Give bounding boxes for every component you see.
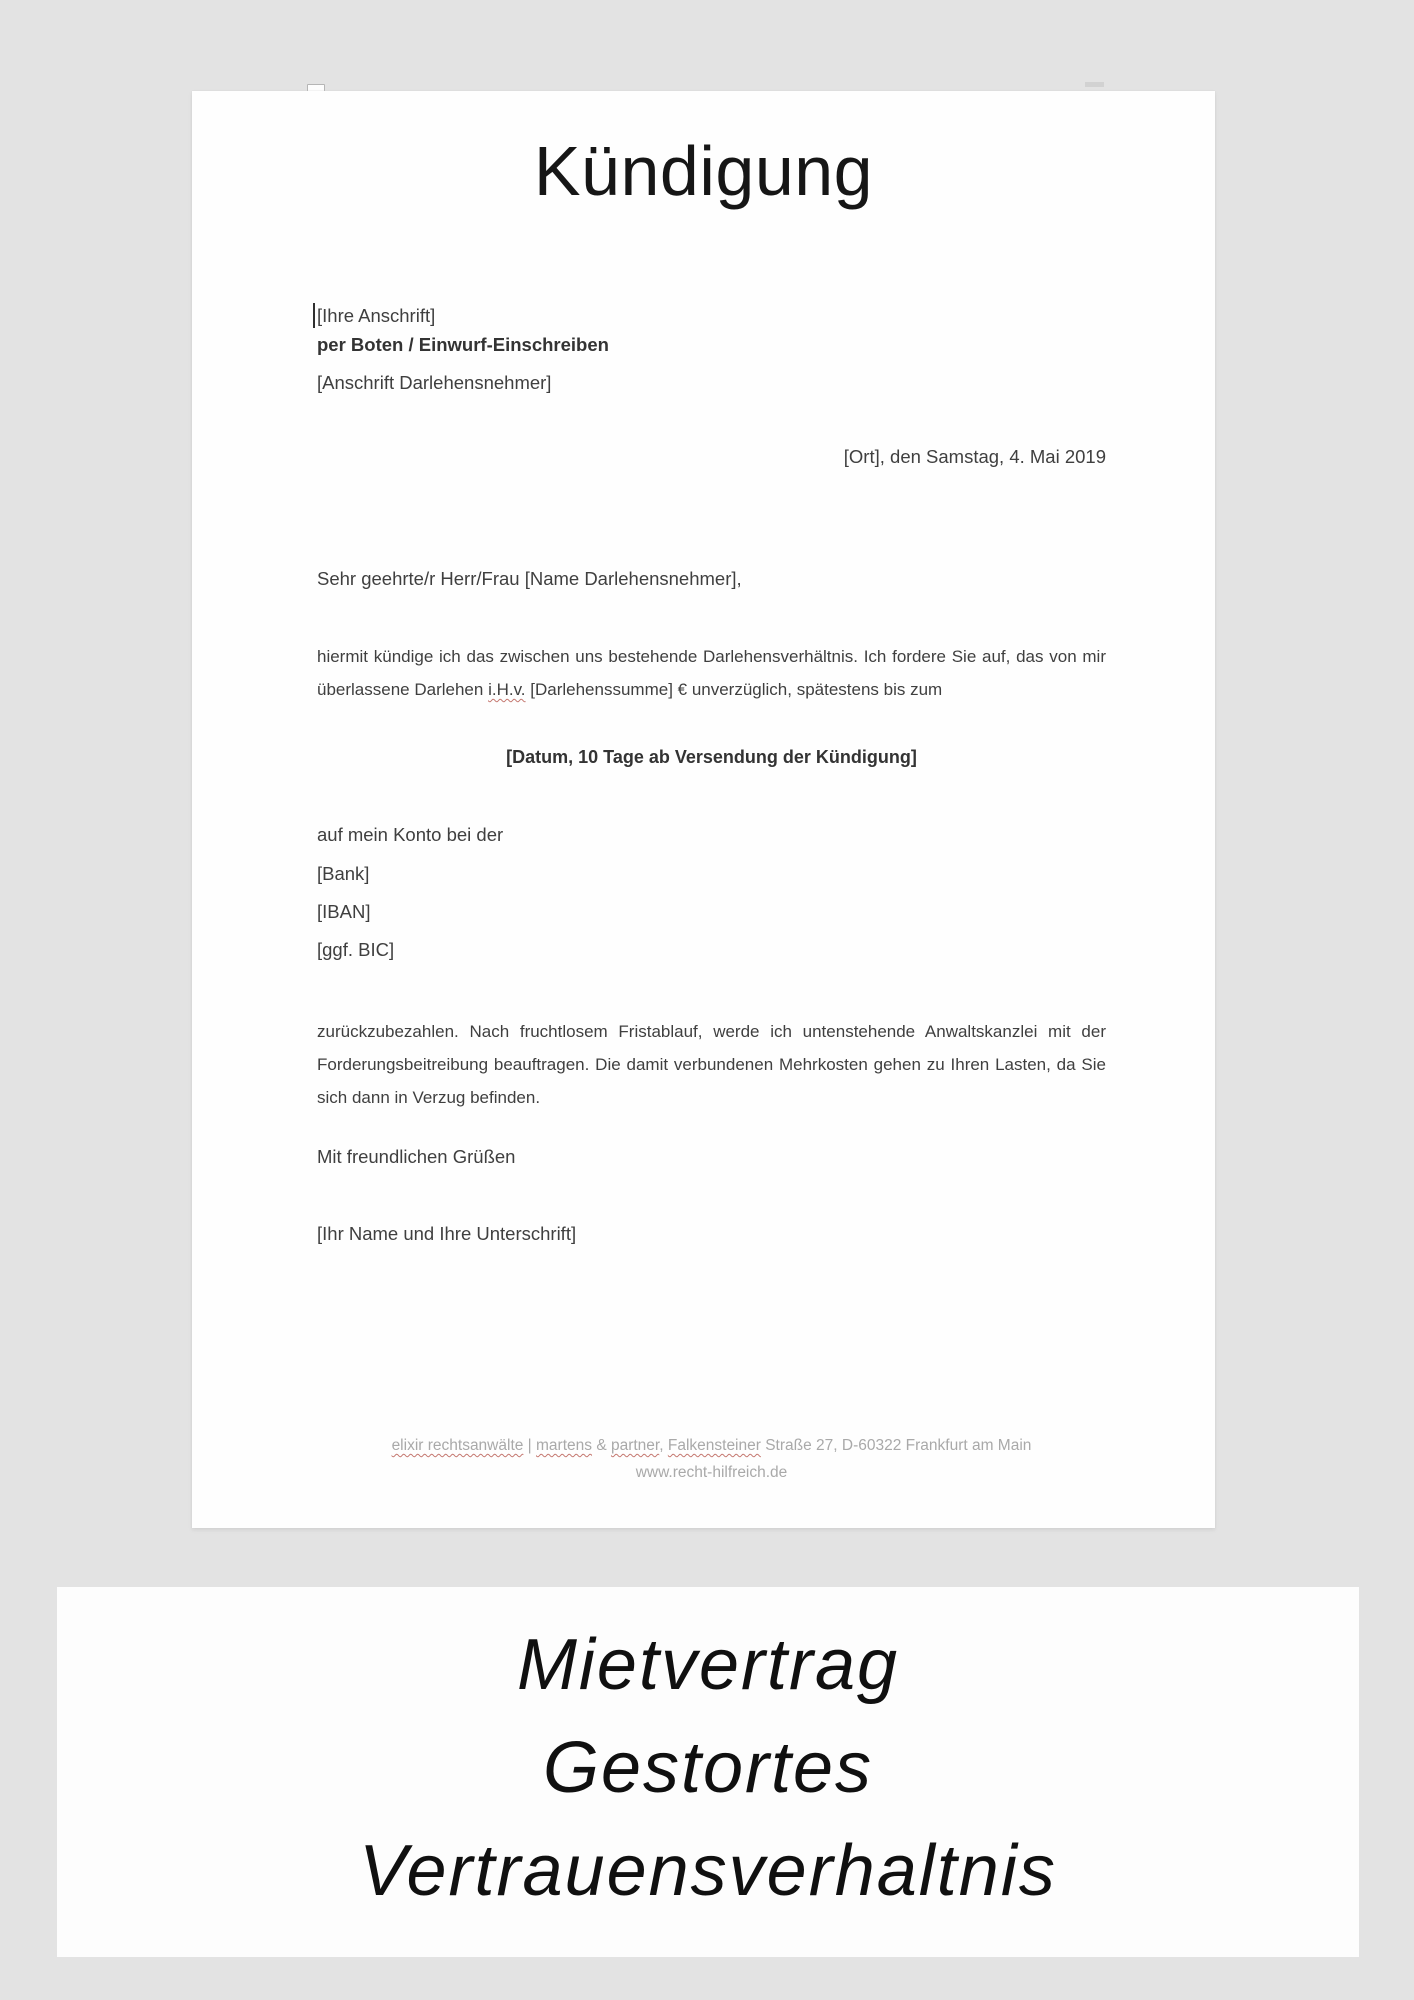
footer-address-line bbox=[317, 1435, 1106, 1457]
footer-partner-name-1: martens bbox=[536, 1437, 593, 1454]
body-paragraph-1 bbox=[317, 640, 1106, 706]
footer-comma: , bbox=[659, 1437, 668, 1454]
selection-handle-dash-icon bbox=[1085, 82, 1104, 87]
footer-ampersand: & bbox=[592, 1437, 611, 1454]
signature-placeholder: [Ihr Name und Ihre Unterschrift] bbox=[317, 1223, 577, 1244]
footer-firm-name: elixir rechtsanwälte bbox=[391, 1437, 524, 1454]
caption-line-1: Mietvertrag bbox=[516, 1625, 900, 1705]
bic-placeholder: [ggf. BIC] bbox=[317, 939, 395, 960]
salutation-line: Sehr geehrte/r Herr/Frau [Name Darlehensnehmer], bbox=[317, 568, 742, 589]
iban-placeholder: [IBAN] bbox=[317, 901, 371, 922]
sender-address-placeholder: [Ihre Anschrift] bbox=[317, 305, 436, 326]
caption-line-2: Gestortes bbox=[542, 1728, 874, 1808]
footer-address-rest: Straße 27, D-60322 Frankfurt am Main bbox=[760, 1437, 1032, 1454]
caption-line-3: Vertrauensverhaltnis bbox=[359, 1831, 1057, 1911]
deadline-line: [Datum, 10 Tage ab Versendung der Kündigung] bbox=[506, 747, 917, 767]
account-intro-line: auf mein Konto bei der bbox=[317, 824, 504, 845]
body-paragraph-1-text-after: [Darlehenssumme] € unverzüglich, spätestens bis zum bbox=[525, 680, 943, 699]
closing-line: Mit freundlichen Grüßen bbox=[317, 1146, 516, 1167]
text-cursor bbox=[313, 303, 315, 328]
document-page bbox=[192, 91, 1215, 1528]
body-paragraph-1-text: hiermit kündige ich das zwischen uns bestehende Darlehensverhältnis. Ich fordere Sie auf, das von mir überlassene Darlehen bbox=[317, 647, 1106, 699]
page-title: Kündigung bbox=[533, 132, 874, 210]
misspelled-word: i.H.v. bbox=[488, 680, 526, 699]
delivery-method-line: per Boten / Einwurf-Einschreiben bbox=[317, 334, 609, 355]
footer-separator: | bbox=[523, 1437, 537, 1454]
caption-box bbox=[57, 1587, 1359, 1957]
footer-partner-name-2: partner bbox=[610, 1437, 660, 1454]
bank-placeholder: [Bank] bbox=[317, 863, 370, 884]
footer-street-name: Falkensteiner bbox=[667, 1437, 761, 1454]
date-line: [Ort], den Samstag, 4. Mai 2019 bbox=[843, 446, 1106, 467]
footer-website: www.recht-hilfreich.de bbox=[635, 1464, 788, 1481]
recipient-address-placeholder: [Anschrift Darlehensnehmer] bbox=[317, 372, 552, 393]
body-paragraph-2: zurückzubezahlen. Nach fruchtlosem Fristablauf, werde ich untenstehende Anwaltskanzlei mit der Forderungsbeitreibung beauftragen. Die damit verbundenen Mehrkosten gehen zu Ihren Lasten, da Sie sich dann in Verzug befinden. bbox=[317, 1022, 1106, 1107]
